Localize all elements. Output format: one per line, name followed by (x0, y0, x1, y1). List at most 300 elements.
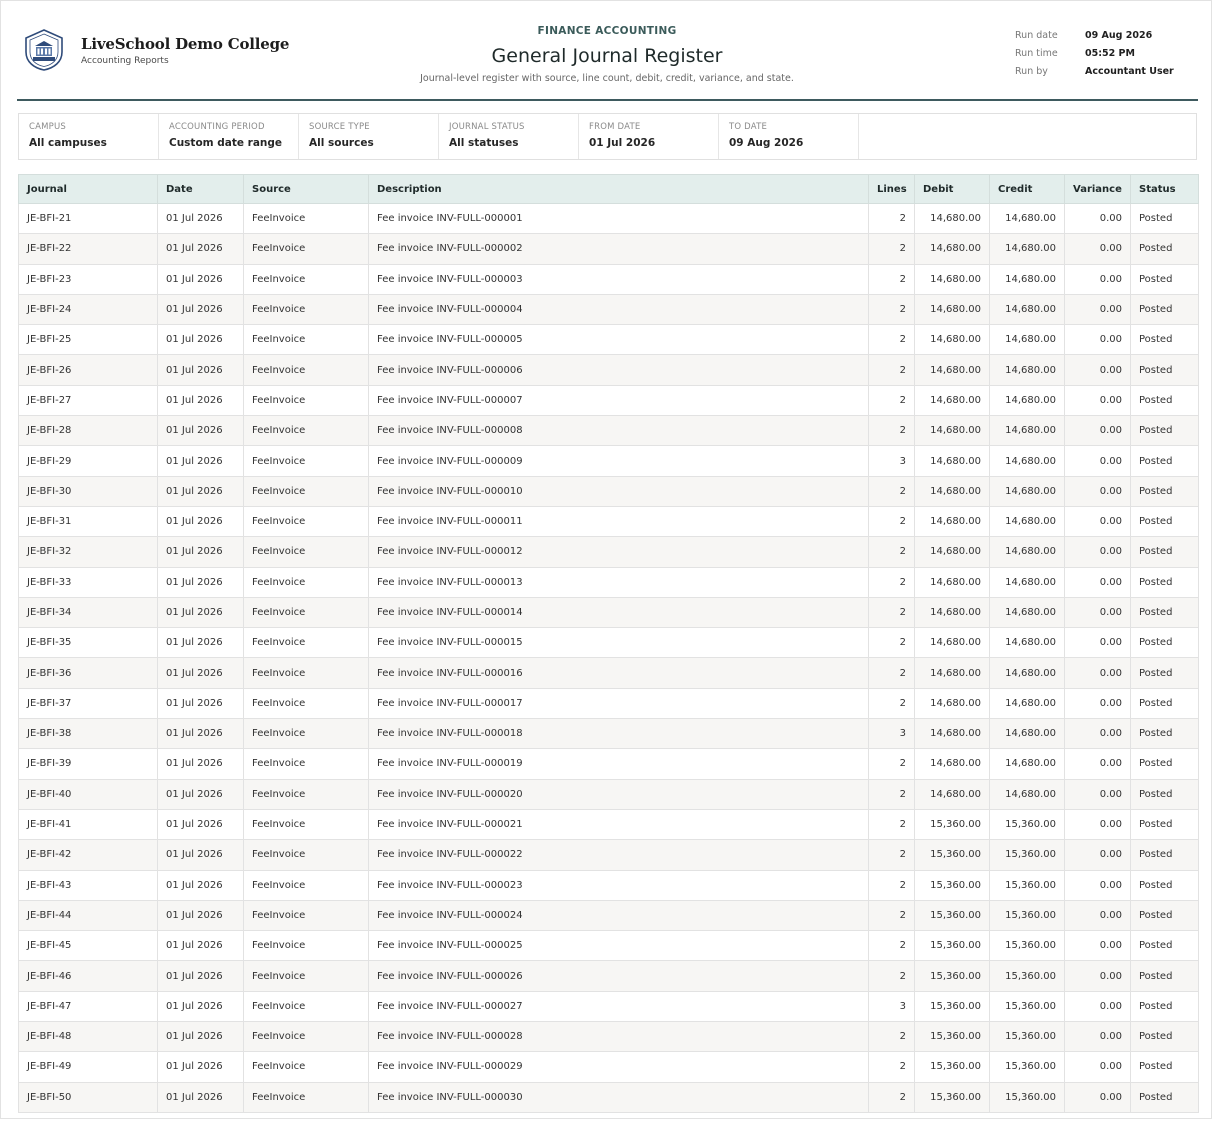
cell-status: Posted (1131, 779, 1199, 809)
meta-row-run-date (1015, 27, 1174, 45)
cell-debit: 14,680.00 (915, 688, 990, 718)
cell-variance: 0.00 (1065, 628, 1131, 658)
cell-credit: 15,360.00 (990, 870, 1065, 900)
cell-debit: 14,680.00 (915, 294, 990, 324)
cell-description: Fee invoice INV-FULL-000016 (369, 658, 869, 688)
cell-journal: JE-BFI-44 (19, 900, 158, 930)
cell-status: Posted (1131, 1022, 1199, 1052)
table-row (19, 416, 1199, 446)
cell-source: FeeInvoice (244, 809, 369, 839)
cell-lines: 2 (869, 628, 915, 658)
cell-variance: 0.00 (1065, 537, 1131, 567)
cell-lines: 2 (869, 779, 915, 809)
cell-date: 01 Jul 2026 (158, 809, 244, 839)
cell-status: Posted (1131, 900, 1199, 930)
cell-journal: JE-BFI-50 (19, 1082, 158, 1112)
cell-source: FeeInvoice (244, 779, 369, 809)
cell-source: FeeInvoice (244, 446, 369, 476)
cell-journal: JE-BFI-27 (19, 385, 158, 415)
report-kicker: FINANCE ACCOUNTING (537, 25, 677, 37)
cell-journal: JE-BFI-40 (19, 779, 158, 809)
cell-description: Fee invoice INV-FULL-000029 (369, 1052, 869, 1082)
cell-variance: 0.00 (1065, 234, 1131, 264)
cell-date: 01 Jul 2026 (158, 900, 244, 930)
cell-description: Fee invoice INV-FULL-000007 (369, 385, 869, 415)
cell-status: Posted (1131, 749, 1199, 779)
cell-variance: 0.00 (1065, 325, 1131, 355)
column-header-date: Date (158, 175, 244, 204)
table-row (19, 234, 1199, 264)
table-row (19, 840, 1199, 870)
cell-debit: 15,360.00 (915, 809, 990, 839)
cell-lines: 2 (869, 840, 915, 870)
cell-debit: 14,680.00 (915, 628, 990, 658)
run-meta (1015, 27, 1174, 81)
filter-to-date (719, 114, 859, 159)
cell-debit: 15,360.00 (915, 900, 990, 930)
cell-lines: 2 (869, 1022, 915, 1052)
cell-credit: 14,680.00 (990, 537, 1065, 567)
cell-status: Posted (1131, 688, 1199, 718)
cell-lines: 2 (869, 416, 915, 446)
cell-credit: 14,680.00 (990, 749, 1065, 779)
cell-credit: 15,360.00 (990, 931, 1065, 961)
filter-value: 01 Jul 2026 (589, 137, 656, 149)
cell-variance: 0.00 (1065, 961, 1131, 991)
cell-journal: JE-BFI-35 (19, 628, 158, 658)
cell-credit: 15,360.00 (990, 991, 1065, 1021)
filter-value: All campuses (29, 137, 107, 149)
cell-status: Posted (1131, 931, 1199, 961)
cell-description: Fee invoice INV-FULL-000003 (369, 264, 869, 294)
cell-source: FeeInvoice (244, 991, 369, 1021)
column-header-source: Source (244, 175, 369, 204)
cell-variance: 0.00 (1065, 1052, 1131, 1082)
brand-subtitle: Accounting Reports (81, 55, 169, 66)
cell-description: Fee invoice INV-FULL-000009 (369, 446, 869, 476)
cell-variance: 0.00 (1065, 870, 1131, 900)
cell-lines: 2 (869, 1082, 915, 1112)
filter-journal-status (439, 114, 579, 159)
cell-status: Posted (1131, 264, 1199, 294)
cell-source: FeeInvoice (244, 234, 369, 264)
filter-campus (19, 114, 159, 159)
cell-credit: 14,680.00 (990, 446, 1065, 476)
cell-source: FeeInvoice (244, 476, 369, 506)
meta-label: Run date (1015, 30, 1058, 41)
cell-lines: 2 (869, 476, 915, 506)
filter-value: Custom date range (169, 137, 283, 149)
cell-description: Fee invoice INV-FULL-000004 (369, 294, 869, 324)
filter-bar (18, 113, 1197, 160)
cell-description: Fee invoice INV-FULL-000025 (369, 931, 869, 961)
filter-value: 09 Aug 2026 (729, 137, 804, 149)
cell-description: Fee invoice INV-FULL-000006 (369, 355, 869, 385)
cell-variance: 0.00 (1065, 567, 1131, 597)
cell-journal: JE-BFI-31 (19, 506, 158, 536)
cell-journal: JE-BFI-24 (19, 294, 158, 324)
cell-description: Fee invoice INV-FULL-000012 (369, 537, 869, 567)
cell-debit: 14,680.00 (915, 476, 990, 506)
cell-credit: 14,680.00 (990, 385, 1065, 415)
table-row (19, 355, 1199, 385)
filter-accounting-period (159, 114, 299, 159)
cell-debit: 14,680.00 (915, 264, 990, 294)
filter-label: SOURCE TYPE (309, 122, 370, 132)
cell-date: 01 Jul 2026 (158, 537, 244, 567)
cell-journal: JE-BFI-46 (19, 961, 158, 991)
table-row (19, 294, 1199, 324)
cell-credit: 14,680.00 (990, 567, 1065, 597)
table-row (19, 628, 1199, 658)
cell-status: Posted (1131, 506, 1199, 536)
table-row (19, 597, 1199, 627)
cell-lines: 2 (869, 355, 915, 385)
cell-description: Fee invoice INV-FULL-000022 (369, 840, 869, 870)
table-row (19, 204, 1199, 234)
cell-lines: 2 (869, 204, 915, 234)
table-row (19, 506, 1199, 536)
cell-description: Fee invoice INV-FULL-000020 (369, 779, 869, 809)
cell-journal: JE-BFI-39 (19, 749, 158, 779)
cell-description: Fee invoice INV-FULL-000024 (369, 900, 869, 930)
cell-journal: JE-BFI-37 (19, 688, 158, 718)
meta-label: Run by (1015, 66, 1048, 77)
cell-date: 01 Jul 2026 (158, 355, 244, 385)
cell-credit: 14,680.00 (990, 779, 1065, 809)
cell-journal: JE-BFI-47 (19, 991, 158, 1021)
table-row (19, 900, 1199, 930)
cell-journal: JE-BFI-30 (19, 476, 158, 506)
cell-variance: 0.00 (1065, 1082, 1131, 1112)
cell-credit: 14,680.00 (990, 325, 1065, 355)
cell-date: 01 Jul 2026 (158, 385, 244, 415)
cell-date: 01 Jul 2026 (158, 506, 244, 536)
filter-value: All statuses (449, 137, 519, 149)
cell-status: Posted (1131, 991, 1199, 1021)
filter-from-date (579, 114, 719, 159)
cell-debit: 14,680.00 (915, 506, 990, 536)
report-title-block (397, 25, 817, 84)
cell-variance: 0.00 (1065, 809, 1131, 839)
cell-variance: 0.00 (1065, 355, 1131, 385)
cell-journal: JE-BFI-33 (19, 567, 158, 597)
cell-variance: 0.00 (1065, 294, 1131, 324)
cell-debit: 14,680.00 (915, 204, 990, 234)
cell-lines: 2 (869, 234, 915, 264)
cell-date: 01 Jul 2026 (158, 294, 244, 324)
cell-source: FeeInvoice (244, 900, 369, 930)
filter-label: FROM DATE (589, 122, 641, 132)
cell-source: FeeInvoice (244, 355, 369, 385)
filter-label: JOURNAL STATUS (449, 122, 525, 132)
cell-source: FeeInvoice (244, 264, 369, 294)
cell-status: Posted (1131, 719, 1199, 749)
cell-status: Posted (1131, 416, 1199, 446)
cell-credit: 15,360.00 (990, 840, 1065, 870)
cell-source: FeeInvoice (244, 749, 369, 779)
cell-description: Fee invoice INV-FULL-000013 (369, 567, 869, 597)
cell-description: Fee invoice INV-FULL-000001 (369, 204, 869, 234)
filter-source-type (299, 114, 439, 159)
cell-journal: JE-BFI-45 (19, 931, 158, 961)
cell-date: 01 Jul 2026 (158, 1022, 244, 1052)
table-row (19, 749, 1199, 779)
cell-status: Posted (1131, 294, 1199, 324)
cell-description: Fee invoice INV-FULL-000010 (369, 476, 869, 506)
cell-description: Fee invoice INV-FULL-000008 (369, 416, 869, 446)
filter-label: TO DATE (729, 122, 768, 132)
table-row (19, 931, 1199, 961)
cell-credit: 15,360.00 (990, 809, 1065, 839)
cell-debit: 14,680.00 (915, 567, 990, 597)
cell-journal: JE-BFI-25 (19, 325, 158, 355)
cell-credit: 14,680.00 (990, 628, 1065, 658)
cell-source: FeeInvoice (244, 840, 369, 870)
cell-lines: 3 (869, 991, 915, 1021)
cell-debit: 14,680.00 (915, 446, 990, 476)
cell-date: 01 Jul 2026 (158, 264, 244, 294)
cell-source: FeeInvoice (244, 719, 369, 749)
cell-credit: 15,360.00 (990, 1082, 1065, 1112)
cell-date: 01 Jul 2026 (158, 597, 244, 627)
report-description: Journal-level register with source, line count, debit, credit, variance, and state. (420, 73, 794, 84)
cell-source: FeeInvoice (244, 931, 369, 961)
cell-journal: JE-BFI-21 (19, 204, 158, 234)
cell-source: FeeInvoice (244, 961, 369, 991)
cell-variance: 0.00 (1065, 719, 1131, 749)
journal-table-container (18, 174, 1198, 1113)
cell-debit: 14,680.00 (915, 779, 990, 809)
cell-journal: JE-BFI-32 (19, 537, 158, 567)
cell-lines: 2 (869, 294, 915, 324)
cell-status: Posted (1131, 234, 1199, 264)
meta-row-run-time (1015, 45, 1174, 63)
cell-description: Fee invoice INV-FULL-000027 (369, 991, 869, 1021)
table-row (19, 446, 1199, 476)
cell-lines: 2 (869, 658, 915, 688)
cell-variance: 0.00 (1065, 840, 1131, 870)
cell-source: FeeInvoice (244, 1022, 369, 1052)
table-row (19, 567, 1199, 597)
cell-variance: 0.00 (1065, 446, 1131, 476)
table-row (19, 719, 1199, 749)
cell-description: Fee invoice INV-FULL-000023 (369, 870, 869, 900)
cell-date: 01 Jul 2026 (158, 688, 244, 718)
cell-debit: 15,360.00 (915, 1022, 990, 1052)
filter-label: ACCOUNTING PERIOD (169, 122, 265, 132)
cell-description: Fee invoice INV-FULL-000021 (369, 809, 869, 839)
cell-variance: 0.00 (1065, 991, 1131, 1021)
cell-date: 01 Jul 2026 (158, 204, 244, 234)
cell-description: Fee invoice INV-FULL-000028 (369, 1022, 869, 1052)
cell-source: FeeInvoice (244, 1052, 369, 1082)
journal-register-table (18, 174, 1199, 1113)
school-crest-logo (23, 29, 65, 71)
table-body (19, 204, 1199, 1113)
cell-debit: 14,680.00 (915, 749, 990, 779)
cell-journal: JE-BFI-49 (19, 1052, 158, 1082)
cell-credit: 14,680.00 (990, 597, 1065, 627)
cell-date: 01 Jul 2026 (158, 446, 244, 476)
cell-source: FeeInvoice (244, 325, 369, 355)
cell-debit: 15,360.00 (915, 1082, 990, 1112)
column-header-credit: Credit (990, 175, 1065, 204)
cell-description: Fee invoice INV-FULL-000015 (369, 628, 869, 658)
cell-variance: 0.00 (1065, 597, 1131, 627)
cell-debit: 15,360.00 (915, 931, 990, 961)
cell-date: 01 Jul 2026 (158, 931, 244, 961)
cell-debit: 15,360.00 (915, 870, 990, 900)
cell-variance: 0.00 (1065, 476, 1131, 506)
cell-debit: 14,680.00 (915, 658, 990, 688)
cell-debit: 14,680.00 (915, 719, 990, 749)
table-header (19, 175, 1199, 204)
cell-credit: 14,680.00 (990, 719, 1065, 749)
cell-debit: 15,360.00 (915, 991, 990, 1021)
cell-date: 01 Jul 2026 (158, 234, 244, 264)
cell-credit: 14,680.00 (990, 204, 1065, 234)
cell-lines: 2 (869, 325, 915, 355)
table-row (19, 870, 1199, 900)
cell-journal: JE-BFI-26 (19, 355, 158, 385)
cell-status: Posted (1131, 446, 1199, 476)
cell-description: Fee invoice INV-FULL-000011 (369, 506, 869, 536)
cell-description: Fee invoice INV-FULL-000017 (369, 688, 869, 718)
cell-journal: JE-BFI-43 (19, 870, 158, 900)
cell-lines: 2 (869, 961, 915, 991)
cell-source: FeeInvoice (244, 537, 369, 567)
table-row (19, 991, 1199, 1021)
cell-journal: JE-BFI-38 (19, 719, 158, 749)
cell-description: Fee invoice INV-FULL-000002 (369, 234, 869, 264)
cell-lines: 2 (869, 597, 915, 627)
cell-date: 01 Jul 2026 (158, 991, 244, 1021)
cell-lines: 2 (869, 567, 915, 597)
table-row (19, 476, 1199, 506)
cell-status: Posted (1131, 325, 1199, 355)
cell-status: Posted (1131, 628, 1199, 658)
cell-variance: 0.00 (1065, 900, 1131, 930)
cell-status: Posted (1131, 204, 1199, 234)
cell-status: Posted (1131, 1052, 1199, 1082)
cell-credit: 15,360.00 (990, 900, 1065, 930)
cell-status: Posted (1131, 355, 1199, 385)
cell-variance: 0.00 (1065, 688, 1131, 718)
cell-status: Posted (1131, 809, 1199, 839)
cell-source: FeeInvoice (244, 1082, 369, 1112)
table-row (19, 537, 1199, 567)
cell-status: Posted (1131, 385, 1199, 415)
cell-source: FeeInvoice (244, 204, 369, 234)
page-title: General Journal Register (491, 45, 723, 67)
table-row (19, 325, 1199, 355)
column-header-status: Status (1131, 175, 1199, 204)
cell-status: Posted (1131, 1082, 1199, 1112)
table-row (19, 961, 1199, 991)
cell-journal: JE-BFI-28 (19, 416, 158, 446)
column-header-debit: Debit (915, 175, 990, 204)
cell-variance: 0.00 (1065, 264, 1131, 294)
cell-status: Posted (1131, 476, 1199, 506)
cell-variance: 0.00 (1065, 931, 1131, 961)
cell-lines: 2 (869, 931, 915, 961)
cell-status: Posted (1131, 840, 1199, 870)
cell-journal: JE-BFI-29 (19, 446, 158, 476)
meta-row-run-by (1015, 63, 1174, 81)
cell-source: FeeInvoice (244, 567, 369, 597)
report-header (17, 1, 1198, 101)
cell-date: 01 Jul 2026 (158, 1052, 244, 1082)
cell-source: FeeInvoice (244, 688, 369, 718)
cell-lines: 2 (869, 264, 915, 294)
cell-date: 01 Jul 2026 (158, 476, 244, 506)
table-row (19, 264, 1199, 294)
meta-value: 09 Aug 2026 (1085, 30, 1153, 41)
cell-credit: 15,360.00 (990, 1022, 1065, 1052)
cell-debit: 14,680.00 (915, 234, 990, 264)
cell-source: FeeInvoice (244, 870, 369, 900)
cell-variance: 0.00 (1065, 749, 1131, 779)
cell-credit: 14,680.00 (990, 506, 1065, 536)
cell-status: Posted (1131, 567, 1199, 597)
filter-label: CAMPUS (29, 122, 67, 132)
cell-description: Fee invoice INV-FULL-000005 (369, 325, 869, 355)
cell-source: FeeInvoice (244, 658, 369, 688)
cell-description: Fee invoice INV-FULL-000019 (369, 749, 869, 779)
cell-source: FeeInvoice (244, 294, 369, 324)
cell-date: 01 Jul 2026 (158, 749, 244, 779)
cell-status: Posted (1131, 870, 1199, 900)
cell-journal: JE-BFI-36 (19, 658, 158, 688)
college-name: LiveSchool Demo College (81, 34, 290, 53)
cell-source: FeeInvoice (244, 416, 369, 446)
table-row (19, 1082, 1199, 1112)
column-header-journal: Journal (19, 175, 158, 204)
cell-credit: 15,360.00 (990, 961, 1065, 991)
cell-date: 01 Jul 2026 (158, 779, 244, 809)
cell-lines: 3 (869, 719, 915, 749)
cell-lines: 3 (869, 446, 915, 476)
cell-credit: 14,680.00 (990, 476, 1065, 506)
cell-date: 01 Jul 2026 (158, 1082, 244, 1112)
cell-date: 01 Jul 2026 (158, 416, 244, 446)
cell-credit: 15,360.00 (990, 1052, 1065, 1082)
cell-debit: 14,680.00 (915, 355, 990, 385)
cell-debit: 14,680.00 (915, 325, 990, 355)
cell-date: 01 Jul 2026 (158, 658, 244, 688)
cell-date: 01 Jul 2026 (158, 961, 244, 991)
cell-variance: 0.00 (1065, 779, 1131, 809)
cell-credit: 14,680.00 (990, 688, 1065, 718)
table-row (19, 658, 1199, 688)
cell-date: 01 Jul 2026 (158, 870, 244, 900)
cell-lines: 2 (869, 688, 915, 718)
cell-journal: JE-BFI-42 (19, 840, 158, 870)
cell-debit: 14,680.00 (915, 416, 990, 446)
cell-credit: 14,680.00 (990, 416, 1065, 446)
cell-status: Posted (1131, 961, 1199, 991)
cell-debit: 15,360.00 (915, 1052, 990, 1082)
column-header-description: Description (369, 175, 869, 204)
cell-journal: JE-BFI-23 (19, 264, 158, 294)
cell-journal: JE-BFI-34 (19, 597, 158, 627)
cell-description: Fee invoice INV-FULL-000026 (369, 961, 869, 991)
table-header-row (19, 175, 1199, 204)
cell-lines: 2 (869, 506, 915, 536)
meta-value: 05:52 PM (1085, 48, 1135, 59)
cell-credit: 14,680.00 (990, 355, 1065, 385)
